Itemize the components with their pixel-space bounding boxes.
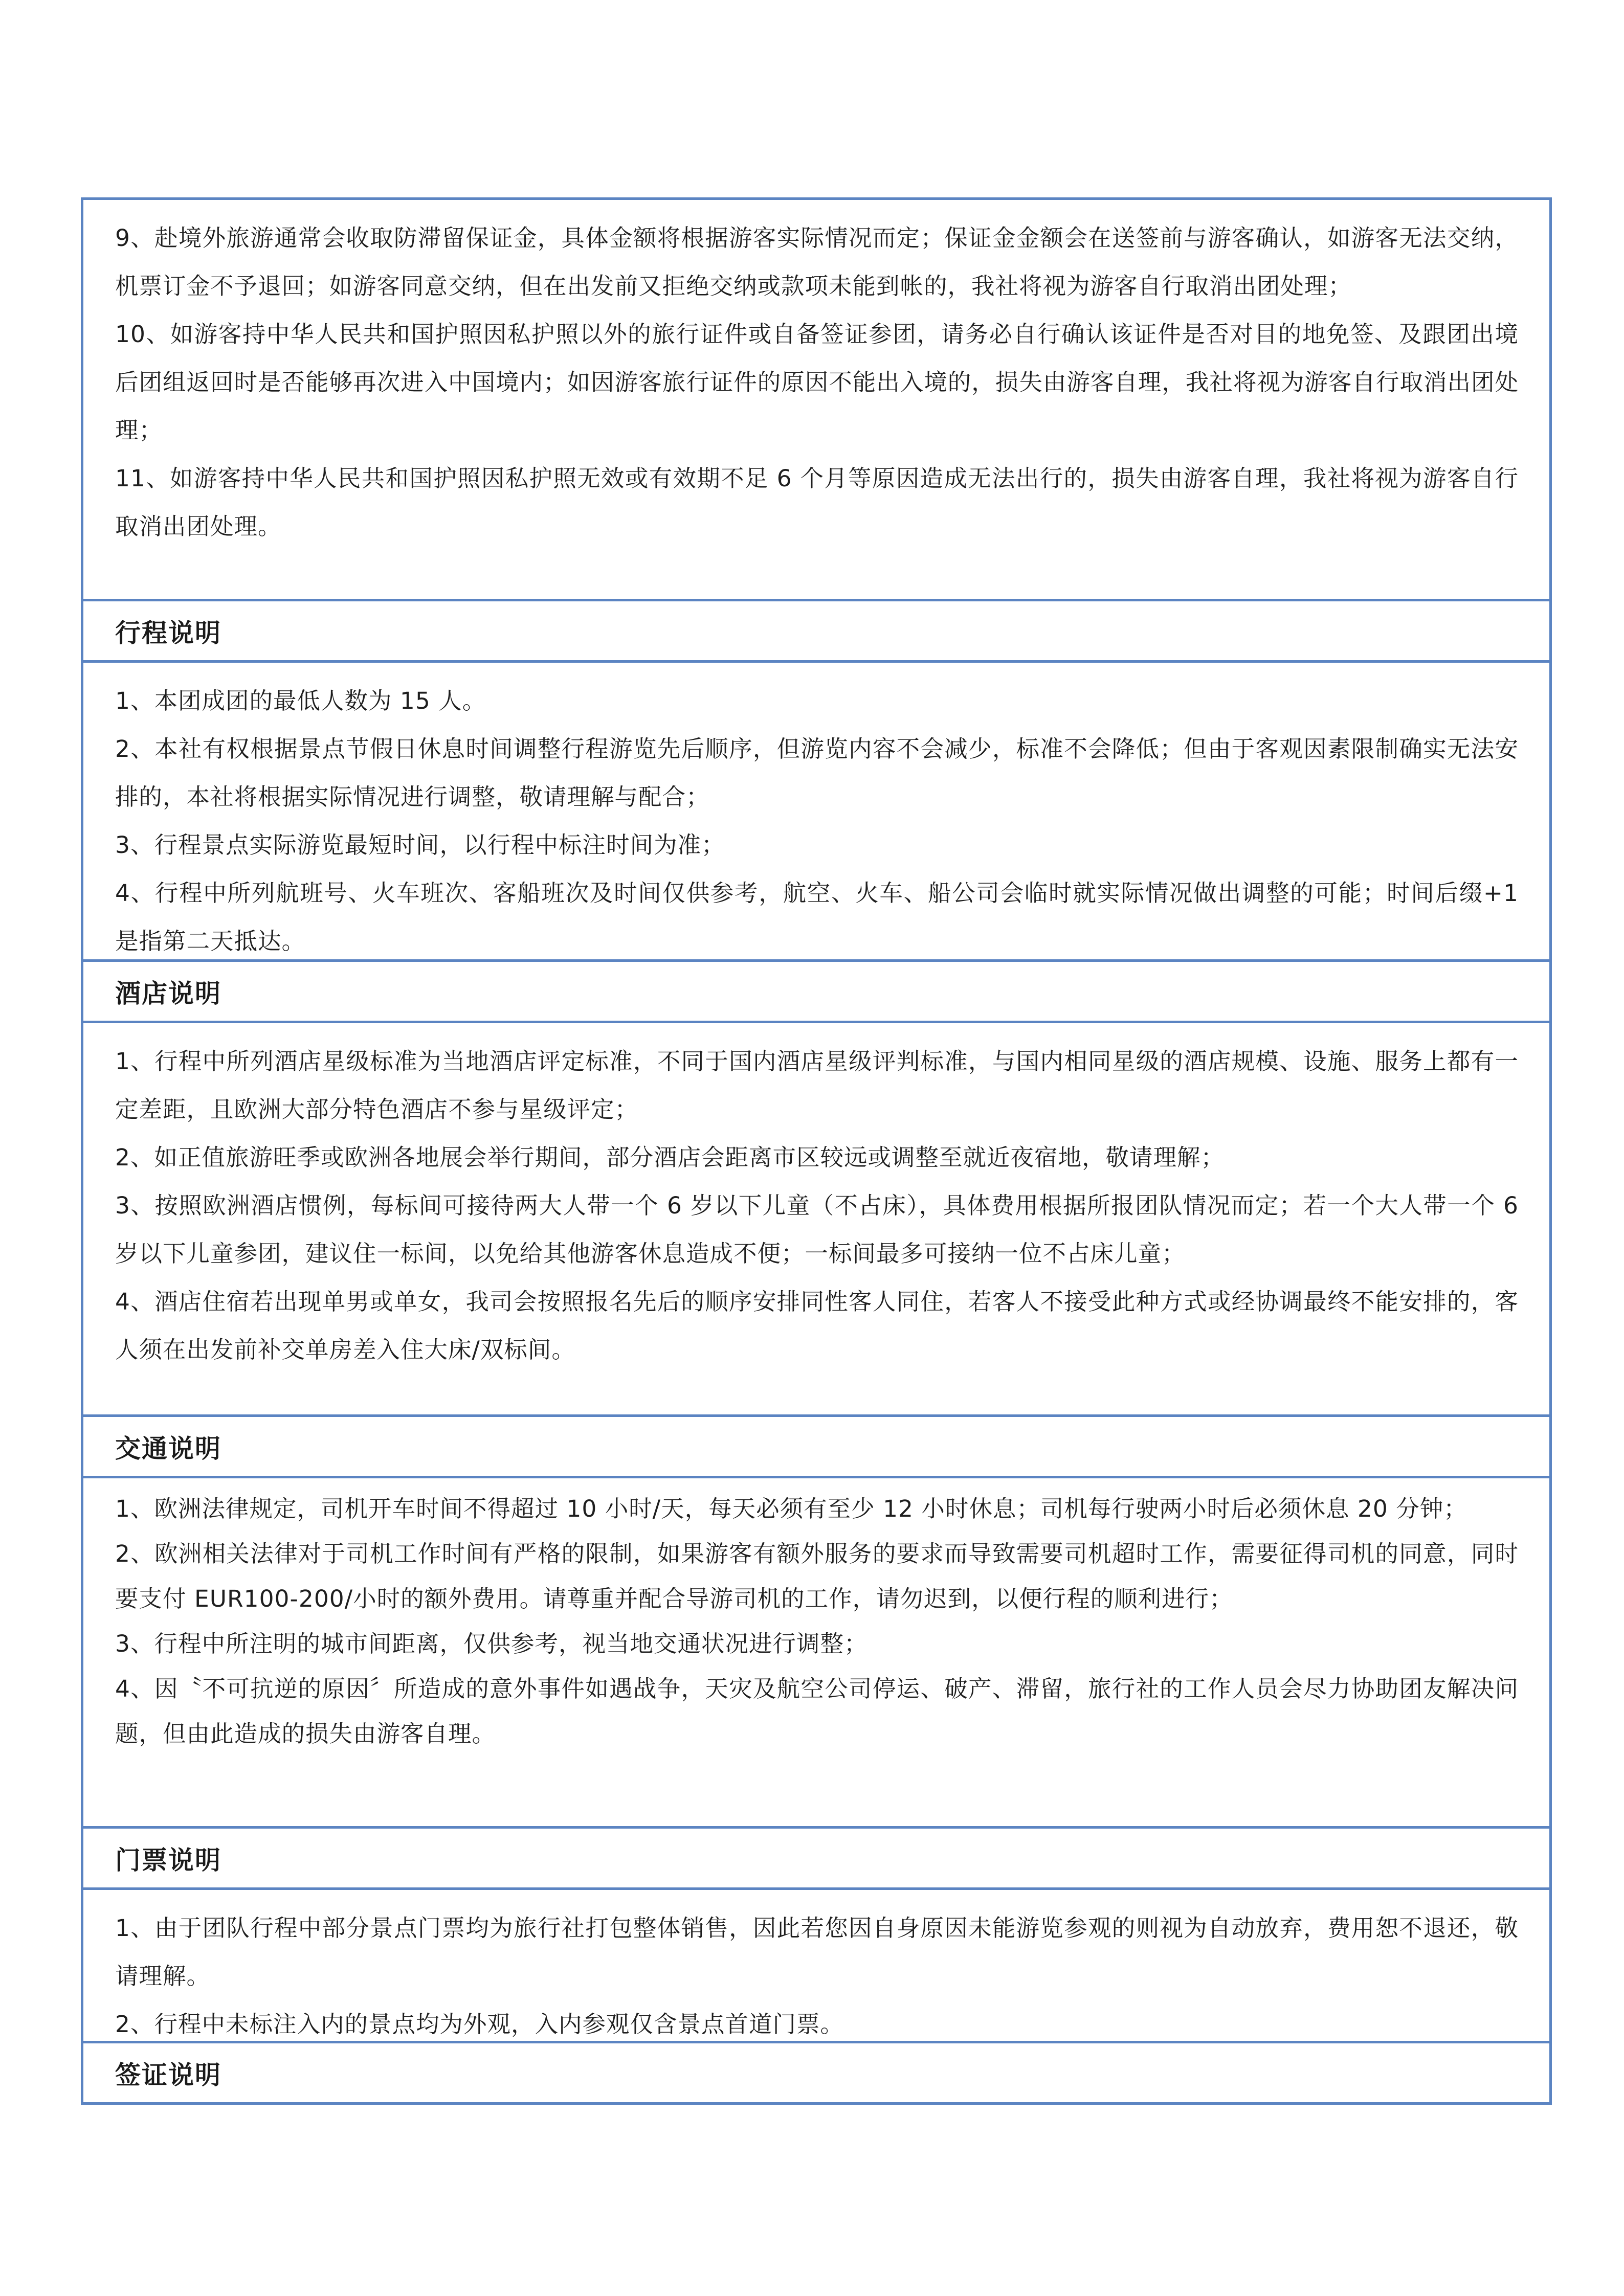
section-hotel	[83, 1021, 1549, 1414]
section-heading-visa: 签证说明	[83, 2041, 1549, 2102]
paragraph: 11、如游客持中华人民共和国护照因私护照无效或有效期不足 6 个月等原因造成无法出行的，损失由游客自理，我社将视为游客自行取消出团处理。	[115, 465, 1519, 540]
section-transport	[83, 1476, 1549, 1826]
section-heading-transport: 交通说明	[83, 1414, 1549, 1476]
section-heading-hotel: 酒店说明	[83, 959, 1549, 1021]
paragraph: 2、欧洲相关法律对于司机工作时间有严格的限制，如果游客有额外服务的要求而导致需要司机超时工作，需要征得司机的同意，同时要支付 EUR100-200/小时的额外费用。请尊重并配合导游司机的工作，请勿迟到，以便行程的顺利进行；	[115, 1540, 1519, 1612]
notice-table	[81, 197, 1552, 2105]
paragraph: 3、按照欧洲酒店惯例，每标间可接待两大人带一个 6 岁以下儿童（不占床），具体费用根据所报团队情况而定；若一个大人带一个 6 岁以下儿童参团，建议住一标间，以免给其他游客休息造成不便；一标间最多可接纳一位不占床儿童；	[115, 1192, 1519, 1267]
paragraph: 4、行程中所列航班号、火车班次、客船班次及时间仅供参考，航空、火车、船公司会临时就实际情况做出调整的可能；时间后缀+1 是指第二天抵达。	[115, 880, 1519, 955]
paragraph: 1、行程中所列酒店星级标准为当地酒店评定标准，不同于国内酒店星级评判标准，与国内相同星级的酒店规模、设施、服务上都有一定差距，且欧洲大部分特色酒店不参与星级评定；	[115, 1048, 1519, 1123]
section-itinerary	[83, 660, 1549, 959]
paragraph: 4、酒店住宿若出现单男或单女，我司会按照报名先后的顺序安排同性客人同住，若客人不接受此种方式或经协调最终不能安排的，客人须在出发前补交单房差入住大床/双标间。	[115, 1288, 1519, 1363]
paragraph: 1、欧洲法律规定，司机开车时间不得超过 10 小时/天，每天必须有至少 12 小时休息；司机每行驶两小时后必须休息 20 分钟；	[115, 1495, 1467, 1522]
paragraph: 2、行程中未标注入内的景点均为外观，入内参观仅含景点首道门票。	[115, 2011, 844, 2038]
paragraph: 2、如正值旅游旺季或欧洲各地展会举行期间，部分酒店会距离市区较远或调整至就近夜宿地，敬请理解；	[115, 1144, 1225, 1171]
paragraph: 9、赴境外旅游通常会收取防滞留保证金，具体金额将根据游客实际情况而定；保证金金额会在送签前与游客确认，如游客无法交纳，机票订金不予退回；如游客同意交纳，但在出发前又拒绝交纳或款项未能到帐的，我社将视为游客自行取消出团处理；	[115, 224, 1519, 300]
paragraph: 3、行程景点实际游览最短时间，以行程中标注时间为准；	[115, 831, 725, 859]
section-tickets	[83, 1887, 1549, 2041]
section-heading-itinerary: 行程说明	[83, 599, 1549, 660]
paragraph: 3、行程中所注明的城市间距离，仅供参考，视当地交通状况进行调整；	[115, 1630, 868, 1657]
section-heading-tickets: 门票说明	[83, 1826, 1549, 1887]
section-booking-notes	[83, 200, 1549, 599]
paragraph: 4、因〝不可抗逆的原因〞所造成的意外事件如遇战争，天灾及航空公司停运、破产、滞留，旅行社的工作人员会尽力协助团友解决问题，但由此造成的损失由游客自理。	[115, 1675, 1519, 1747]
paragraph: 1、本团成团的最低人数为 15 人。	[115, 687, 486, 714]
paragraph: 10、如游客持中华人民共和国护照因私护照以外的旅行证件或自备签证参团，请务必自行确认该证件是否对目的地免签、及跟团出境后团组返回时是否能够再次进入中国境内；如因游客旅行证件的原因不能出入境的，损失由游客自理，我社将视为游客自行取消出团处理；	[115, 321, 1519, 444]
paragraph: 2、本社有权根据景点节假日休息时间调整行程游览先后顺序，但游览内容不会减少，标准不会降低；但由于客观因素限制确实无法安排的，本社将根据实际情况进行调整，敬请理解与配合；	[115, 735, 1519, 811]
paragraph: 1、由于团队行程中部分景点门票均为旅行社打包整体销售，因此若您因自身原因未能游览参观的则视为自动放弃，费用恕不退还，敬请理解。	[115, 1915, 1519, 1990]
